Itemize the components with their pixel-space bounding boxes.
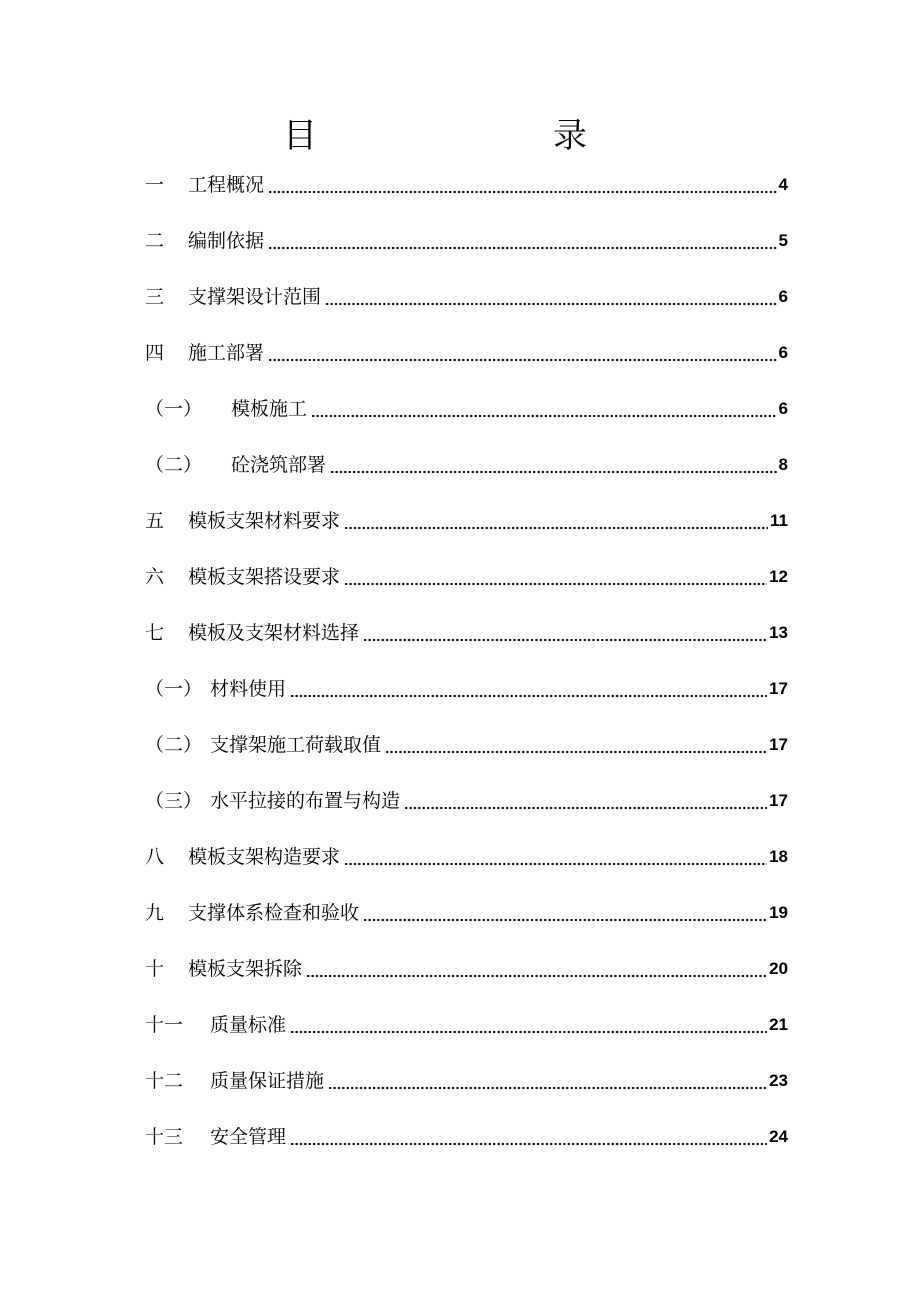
toc-entry-page: 20 (769, 959, 788, 978)
toc-entry[interactable] (145, 171, 788, 199)
toc-entry-page: 17 (769, 679, 788, 698)
toc-entry-title: 模板支架搭设要求 (188, 566, 341, 588)
page-title (0, 112, 920, 160)
title-char-1: 目 (283, 116, 317, 156)
toc-entry-title: 模板施工 (231, 398, 308, 420)
dot-leader (268, 171, 777, 199)
toc-entry[interactable] (145, 899, 788, 927)
toc-entry[interactable] (145, 563, 788, 591)
dot-leader (290, 1123, 767, 1151)
toc-entry-number: 五 (145, 510, 165, 532)
dot-leader (290, 675, 767, 703)
toc-entry-page: 18 (769, 847, 788, 866)
toc-entry-number: 七 (145, 622, 165, 644)
toc-entry-number: 四 (145, 342, 165, 364)
dot-leader (344, 563, 767, 591)
toc-entry-title: 模板支架构造要求 (188, 846, 341, 868)
toc-entry[interactable] (145, 1123, 788, 1151)
title-char-2: 录 (553, 116, 587, 156)
toc-entry-title: 材料使用 (210, 678, 287, 700)
toc-entry[interactable] (145, 843, 788, 871)
toc-entry-number: （三） (145, 790, 203, 812)
dot-leader (328, 1067, 767, 1095)
toc-entry-number: （二） (145, 454, 203, 476)
toc-entry-page: 12 (769, 567, 788, 586)
toc-entry-page: 5 (778, 231, 788, 250)
toc-entry-title: 质量保证措施 (210, 1070, 325, 1092)
toc-entry[interactable] (145, 1067, 788, 1095)
toc-entry-title: 砼浇筑部署 (231, 454, 327, 476)
toc-entry-page: 19 (769, 903, 788, 922)
dot-leader (385, 731, 767, 759)
toc-entry-number: 一 (145, 174, 165, 196)
toc-entry-number: 十二 (145, 1070, 184, 1092)
toc-entry-title: 支撑架施工荷载取值 (210, 734, 382, 756)
toc-entry-title: 模板支架拆除 (188, 958, 303, 980)
toc-entry-page: 11 (770, 511, 788, 530)
toc-entry-page: 6 (778, 287, 788, 306)
toc-entry-number: 十 (145, 958, 165, 980)
toc-entry-number: （二） (145, 734, 203, 756)
toc-entry-number: 十三 (145, 1126, 184, 1148)
dot-leader (268, 227, 777, 255)
toc-entry-page: 6 (778, 399, 788, 418)
toc-entry-title: 支撑架设计范围 (188, 286, 322, 308)
dot-leader (306, 955, 767, 983)
toc-entry[interactable] (145, 787, 788, 815)
toc-entry-page: 23 (769, 1071, 788, 1090)
toc-entry-page: 24 (769, 1127, 788, 1146)
dot-leader (344, 507, 768, 535)
toc-entry-number: 十一 (145, 1014, 184, 1036)
toc-entry-title: 编制依据 (188, 230, 265, 252)
toc-entry[interactable] (145, 731, 788, 759)
toc-entry[interactable] (145, 675, 788, 703)
toc-entry[interactable] (145, 451, 788, 479)
toc-entry-page: 21 (769, 1015, 788, 1034)
dot-leader (311, 395, 777, 423)
toc-entry-number: 三 (145, 286, 165, 308)
toc-entry-page: 17 (769, 735, 788, 754)
dot-leader (363, 899, 767, 927)
toc-entry-number: （一） (145, 398, 203, 420)
toc-entry-title: 水平拉接的布置与构造 (210, 790, 401, 812)
toc-entry-page: 17 (769, 791, 788, 810)
toc-entry[interactable] (145, 507, 788, 535)
toc-entry[interactable] (145, 395, 788, 423)
toc-entry[interactable] (145, 955, 788, 983)
toc-entry[interactable] (145, 619, 788, 647)
toc-entry-title: 模板及支架材料选择 (188, 622, 360, 644)
toc-entry-title: 质量标准 (210, 1014, 287, 1036)
toc-entry-title: 模板支架材料要求 (188, 510, 341, 532)
toc-entry[interactable] (145, 283, 788, 311)
toc-entry[interactable] (145, 227, 788, 255)
dot-leader (404, 787, 767, 815)
toc-entry-number: （一） (145, 678, 203, 700)
dot-leader (363, 619, 767, 647)
toc-entry[interactable] (145, 339, 788, 367)
toc-entry-number: 八 (145, 846, 165, 868)
dot-leader (330, 451, 777, 479)
dot-leader (344, 843, 767, 871)
dot-leader (325, 283, 777, 311)
dot-leader (268, 339, 777, 367)
dot-leader (290, 1011, 767, 1039)
toc-entry-title: 安全管理 (210, 1126, 287, 1148)
toc-entry-number: 二 (145, 230, 165, 252)
toc-entry[interactable] (145, 1011, 788, 1039)
toc-entry-page: 8 (778, 455, 788, 474)
toc-entry-page: 4 (778, 175, 788, 194)
toc-entry-page: 6 (778, 343, 788, 362)
toc-entry-title: 工程概况 (188, 174, 265, 196)
toc-entry-number: 九 (145, 902, 165, 924)
toc-entry-page: 13 (769, 623, 788, 642)
toc-entry-title: 支撑体系检查和验收 (188, 902, 360, 924)
toc-entry-title: 施工部署 (188, 342, 265, 364)
toc-entry-number: 六 (145, 566, 165, 588)
